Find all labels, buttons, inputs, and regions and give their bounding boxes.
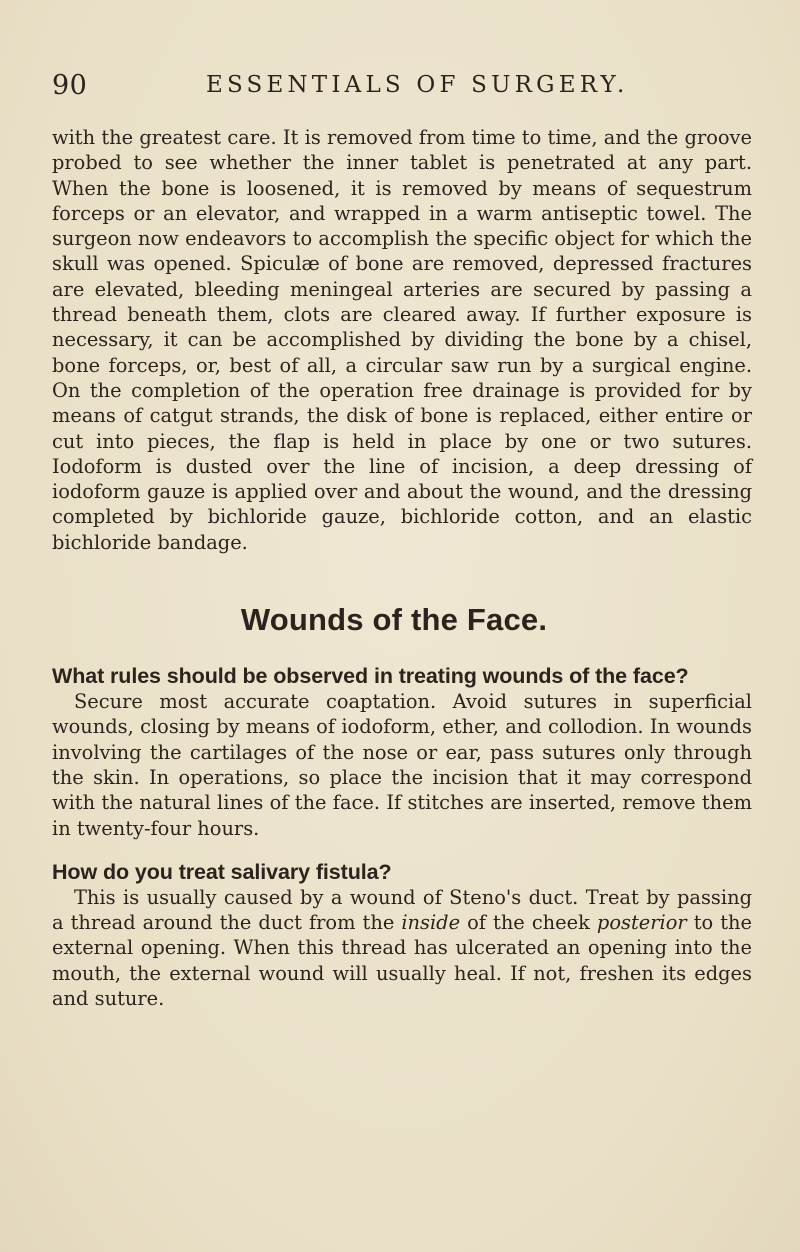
italic-term-inside: inside — [401, 911, 461, 935]
answer-salivary-fistula — [52, 885, 752, 1011]
body-text — [52, 125, 752, 1011]
answer-text-part: to the external opening. When this thread has ulcerated an opening into the mouth, the external wound will usually heal. If not, freshen its edges and suture. — [52, 911, 752, 1011]
question-heading-salivary-fistula: How do you treat salivary fistula? — [52, 859, 392, 884]
opening-paragraph: with the greatest care. It is removed from time to time, and the groove probed to see whether the inner tablet is penetrated at any part. When the bone is loosened, it is removed by means of sequestrum forceps or an elevator, and wrapped in a warm antiseptic towel. The surgeon now endeavors to accomplish the specific object for which the skull was opened. Spiculæ of bone are removed, depressed fractures are elevated, bleeding meningeal arteries are secured by passing a thread beneath them, clots are cleared away. If further exposure is necessary, it can be accomplished by dividing the bone by a chisel, bone forceps, or, best of all, a circular saw run by a surgical engine. On the completion of the operation free drainage is provided for by means of catgut strands, the disk of bone is replaced, either entire or cut into pieces, the flap is held in place by one or two sutures. Iodoform is dusted over the line of incision, a deep dressing of iodoform gauze is applied over and about the wound, and the dressing completed by bichloride gauze, bichloride cotton, and an elastic bichloride bandage. — [52, 126, 752, 554]
running-title: ESSENTIALS OF SURGERY. — [206, 72, 629, 98]
running-head — [52, 70, 752, 106]
question-heading-face-wounds: What rules should be observed in treating wounds of the face? — [52, 664, 689, 689]
page-number: 90 — [52, 70, 88, 101]
section-heading: Wounds of the Face. — [240, 602, 548, 638]
answer-text-part: of the cheek — [467, 911, 590, 935]
answer-text-part: This is usually caused by a wound of Steno's duct. Treat by passing a thread around the duct from the — [52, 885, 752, 935]
italic-term-posterior: posterior — [596, 911, 687, 935]
answer-face-wounds: Secure most accurate coaptation. Avoid sutures in superficial wounds, closing by means of iodoform, ether, and collodion. In wounds involving the cartilages of the nose or ear, pass sutures only through the skin. In operations, so place the incision that it may correspond with the natural lines of the face. If stitches are inserted, remove them in twenty-four hours. — [52, 690, 752, 840]
